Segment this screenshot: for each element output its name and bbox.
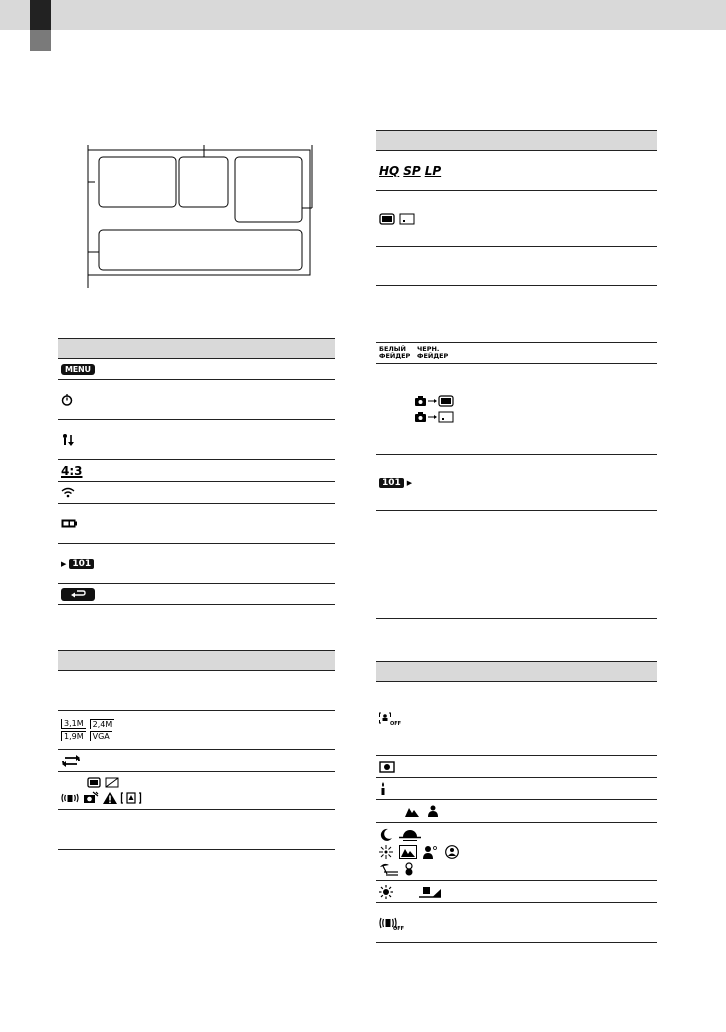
table-row	[58, 711, 335, 750]
header-bar	[0, 0, 726, 30]
table-row	[376, 881, 657, 903]
aspect-ratio-icon: 4:3	[61, 463, 83, 478]
sun-icon	[379, 885, 393, 899]
sunrise-icon	[399, 828, 421, 842]
black-fader-label: ЧЕРН. ФЕЙДЕР	[417, 344, 449, 360]
table-row	[58, 380, 335, 420]
steadyshot-off-icon	[379, 916, 403, 930]
table-row	[58, 810, 335, 850]
quality-hq-label: HQ	[379, 163, 400, 178]
left-table-2	[58, 650, 335, 850]
play-arrow-icon: ▶	[406, 478, 413, 487]
table-row	[58, 584, 335, 605]
portrait-icon	[427, 805, 439, 817]
table-row	[58, 420, 335, 460]
right-table-1	[376, 130, 657, 619]
table-row	[58, 544, 335, 584]
table-row	[376, 151, 657, 191]
screen-layout-diagram	[80, 140, 320, 290]
wireless-signal-icon	[61, 487, 75, 498]
memory-card-icon	[399, 213, 415, 225]
outdoor-icon	[419, 886, 441, 898]
beach-icon	[379, 862, 399, 876]
spot-meter-icon	[379, 761, 395, 773]
image-size-2.4m-icon: 2,4M	[90, 719, 115, 729]
folder-101-icon: 101	[69, 559, 94, 569]
self-timer-icon	[61, 394, 73, 406]
repeat-icon	[61, 755, 81, 767]
table-row	[58, 460, 335, 482]
table-row	[376, 800, 657, 823]
face-detect-off-icon	[379, 712, 402, 727]
night-icon	[379, 828, 393, 842]
section-tab-marker-grey	[30, 30, 51, 51]
fireworks-icon	[379, 845, 393, 859]
table-row	[376, 455, 657, 511]
table-row	[58, 359, 335, 380]
flash-off-icon	[83, 791, 99, 804]
white-fader-label: БЕЛЫЙ ФЕЙДЕР	[379, 344, 411, 360]
table-row	[376, 342, 657, 364]
table-header	[58, 650, 335, 671]
quality-lp-label: LP	[424, 163, 442, 178]
memory-icon	[87, 777, 101, 788]
no-card-icon	[105, 777, 119, 788]
table-row	[376, 191, 657, 247]
table-row	[376, 511, 657, 619]
svg-text:OFF: OFF	[390, 720, 402, 727]
portrait-group-icon	[423, 845, 439, 859]
table-row	[58, 772, 335, 810]
play-arrow-icon: ▶	[61, 559, 67, 568]
table-row	[376, 756, 657, 778]
table-header	[376, 130, 657, 151]
svg-text:OFF: OFF	[393, 925, 405, 932]
camera-to-card-icon	[415, 411, 455, 423]
battery-icon	[61, 519, 77, 528]
table-row	[58, 504, 335, 544]
candle-icon	[379, 782, 387, 795]
table-row	[376, 247, 657, 286]
menu-icon: MENU	[61, 364, 95, 375]
table-row thin	[376, 286, 657, 343]
steadyshot-icon	[61, 792, 79, 804]
tele-macro-icon	[61, 433, 75, 447]
spotlight-icon	[445, 845, 459, 859]
quality-sp-label: SP	[403, 163, 421, 178]
table-row	[376, 364, 657, 455]
landscape-icon	[405, 805, 419, 817]
table-header	[58, 338, 335, 359]
image-size-3.1m-icon: 3,1M	[61, 719, 86, 729]
right-table-2	[376, 661, 657, 943]
table-header	[376, 661, 657, 682]
image-size-1.9m-icon: 1,9M	[61, 731, 86, 741]
table-row	[58, 671, 335, 711]
table-row	[58, 750, 335, 772]
table-row	[376, 682, 657, 756]
camera-to-memory-icon	[415, 395, 455, 407]
image-size-vga-icon: VGA	[90, 731, 112, 741]
table-row	[376, 778, 657, 800]
left-table-1	[58, 338, 335, 605]
internal-memory-icon	[379, 213, 395, 225]
folder-101-play-icon: 101	[379, 478, 404, 488]
table-row	[376, 903, 657, 943]
return-icon	[61, 588, 95, 601]
table-row	[58, 482, 335, 504]
face-frame-icon	[121, 792, 141, 804]
landscape-frame-icon	[399, 845, 417, 859]
table-row	[376, 823, 657, 881]
snow-icon	[403, 862, 415, 876]
warning-icon	[103, 792, 117, 804]
